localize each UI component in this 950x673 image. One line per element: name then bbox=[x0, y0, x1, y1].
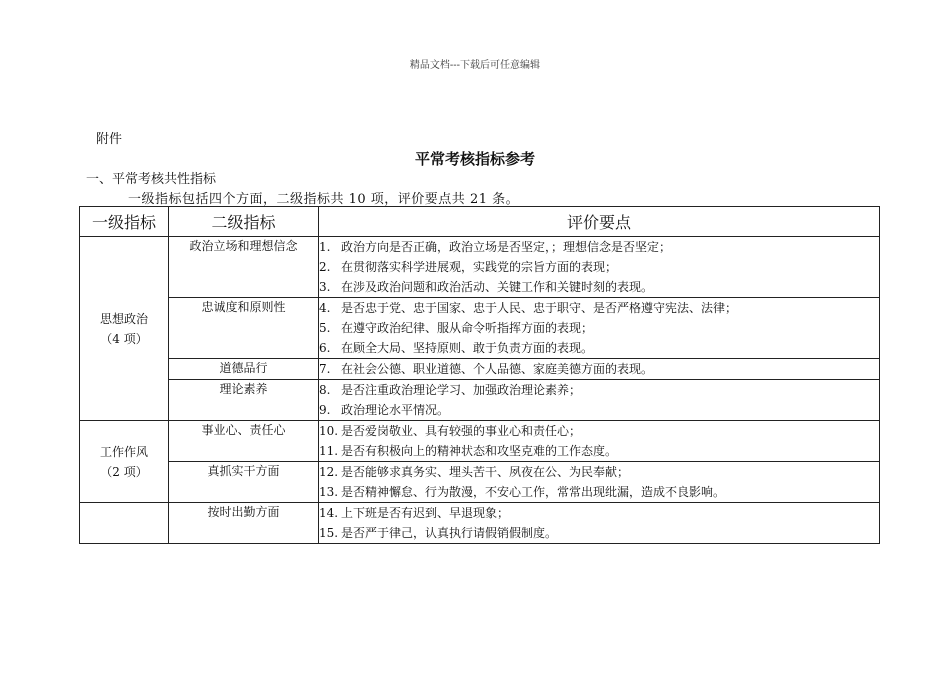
list-item bbox=[319, 298, 879, 318]
indicator-table bbox=[79, 206, 880, 544]
page-title: 平常考核指标参考 bbox=[414, 150, 535, 168]
point-number: 1. bbox=[319, 240, 331, 254]
level1-cell bbox=[80, 237, 169, 421]
list-item bbox=[319, 338, 879, 358]
point-text: 是否精神懈怠、行为散漫，不安心工作，常常出现纰漏，造成不良影响。 bbox=[341, 485, 726, 499]
point-number: 6. bbox=[319, 341, 331, 355]
list-item bbox=[319, 359, 879, 379]
point-text: 是否能够求真务实、埋头苦干、夙夜在公、为民奉献； bbox=[341, 465, 630, 479]
points-cell bbox=[319, 298, 880, 359]
list-item bbox=[319, 400, 879, 420]
point-number: 2. bbox=[319, 260, 331, 274]
level2-cell: 忠诚度和原则性 bbox=[169, 298, 319, 359]
level1-name: 思想政治 bbox=[99, 311, 148, 326]
list-item bbox=[319, 237, 879, 257]
point-number: 10. bbox=[319, 424, 339, 438]
point-number: 13. bbox=[319, 485, 339, 499]
header-note: 精品文档---下载后可任意编辑 bbox=[409, 60, 541, 71]
table-row bbox=[80, 462, 880, 503]
point-text: 上下班是否有迟到、早退现象； bbox=[341, 506, 510, 520]
table-row bbox=[80, 359, 880, 380]
point-number: 11. bbox=[319, 444, 339, 458]
point-text: 在顾全大局、坚持原则、敢于负责方面的表现。 bbox=[341, 341, 594, 355]
list-item bbox=[319, 257, 879, 277]
points-cell bbox=[319, 421, 880, 462]
points-cell bbox=[319, 503, 880, 544]
list-item bbox=[319, 523, 879, 543]
intro-text: 一级指标包括四个方面，二级指标共 10 项，评价要点共 21 条。 bbox=[128, 192, 520, 207]
point-number: 15. bbox=[319, 526, 339, 540]
point-text: 是否有积极向上的精神状态和攻坚克难的工作态度。 bbox=[341, 444, 618, 458]
point-text: 政治方向是否正确，政治立场是否坚定，；理想信念是否坚定； bbox=[341, 240, 672, 254]
points-cell bbox=[319, 359, 880, 380]
point-text: 是否注重政治理论学习、加强政治理论素养； bbox=[341, 383, 582, 397]
point-number: 3. bbox=[319, 280, 331, 294]
point-text: 是否严于律己，认真执行请假销假制度。 bbox=[341, 526, 558, 540]
point-text: 是否忠于党、忠于国家、忠于人民、忠于职守、是否严格遵守宪法、法律； bbox=[341, 301, 738, 315]
list-item bbox=[319, 482, 879, 502]
table-row bbox=[80, 503, 880, 544]
level2-cell: 政治立场和理想信念 bbox=[169, 237, 319, 298]
level1-count: （4 项） bbox=[100, 331, 148, 346]
level2-cell: 真抓实干方面 bbox=[169, 462, 319, 503]
table-row bbox=[80, 237, 880, 298]
point-number: 4. bbox=[319, 301, 331, 315]
level1-name: 工作作风 bbox=[99, 444, 148, 459]
header-level2: 二级指标 bbox=[169, 207, 319, 237]
point-number: 9. bbox=[319, 403, 331, 417]
point-number: 8. bbox=[319, 383, 331, 397]
table-header-row bbox=[80, 207, 880, 237]
header-level1: 一级指标 bbox=[80, 207, 169, 237]
list-item bbox=[319, 503, 879, 523]
points-cell bbox=[319, 462, 880, 503]
table-row bbox=[80, 380, 880, 421]
level2-cell: 道德品行 bbox=[169, 359, 319, 380]
list-item bbox=[319, 380, 879, 400]
point-text: 是否爱岗敬业、具有较强的事业心和责任心； bbox=[341, 424, 582, 438]
point-text: 在社会公德、职业道德、个人品德、家庭美德方面的表现。 bbox=[341, 362, 654, 376]
level2-cell: 按时出勤方面 bbox=[169, 503, 319, 544]
point-number: 14. bbox=[319, 506, 339, 520]
list-item bbox=[319, 441, 879, 461]
level1-cell bbox=[80, 421, 169, 503]
point-text: 政治理论水平情况。 bbox=[341, 403, 450, 417]
level2-cell: 理论素养 bbox=[169, 380, 319, 421]
section-heading: 一、平常考核共性指标 bbox=[86, 172, 217, 187]
header-points: 评价要点 bbox=[319, 207, 880, 237]
points-cell bbox=[319, 237, 880, 298]
table-body bbox=[80, 237, 880, 544]
point-text: 在贯彻落实科学进展观，实践党的宗旨方面的表现； bbox=[341, 260, 618, 274]
level1-count: （2 项） bbox=[100, 464, 148, 479]
list-item bbox=[319, 462, 879, 482]
point-number: 5. bbox=[319, 321, 331, 335]
level1-cell bbox=[80, 503, 169, 544]
table-row bbox=[80, 421, 880, 462]
attachment-label: 附件 bbox=[96, 132, 123, 147]
point-number: 12. bbox=[319, 465, 339, 479]
point-text: 在涉及政治问题和政治活动、关键工作和关键时刻的表现。 bbox=[341, 280, 654, 294]
point-text: 在遵守政治纪律、服从命令听指挥方面的表现； bbox=[341, 321, 594, 335]
list-item bbox=[319, 318, 879, 338]
points-cell bbox=[319, 380, 880, 421]
table-row bbox=[80, 298, 880, 359]
level2-cell: 事业心、责任心 bbox=[169, 421, 319, 462]
point-number: 7. bbox=[319, 362, 331, 376]
list-item bbox=[319, 421, 879, 441]
list-item bbox=[319, 277, 879, 297]
